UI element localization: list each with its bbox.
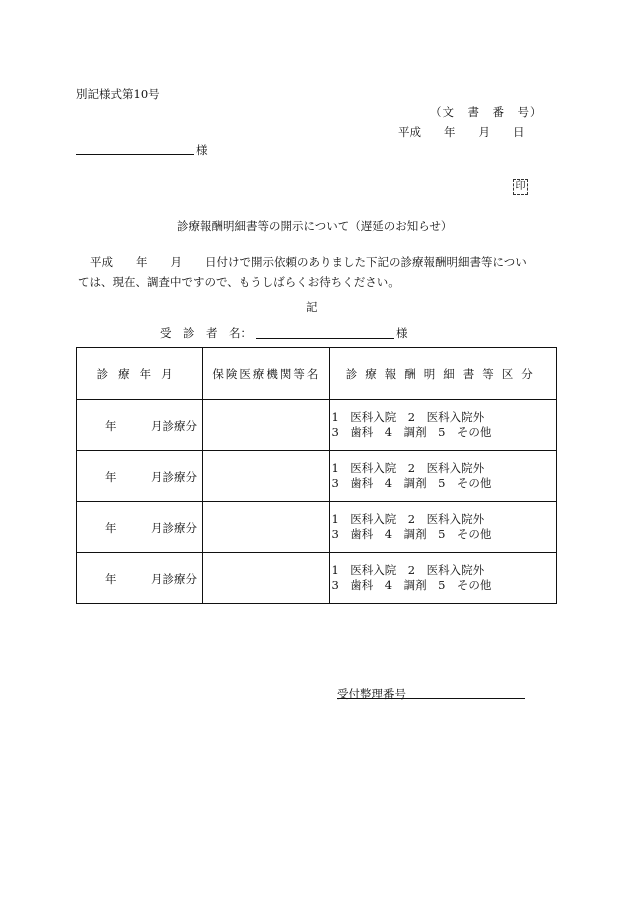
- addressee-blank[interactable]: [76, 142, 194, 155]
- table-header-row: [77, 348, 557, 400]
- month-label: 月診療分: [151, 470, 197, 484]
- category-cell: [330, 400, 557, 451]
- institution-name-cell[interactable]: [203, 553, 330, 604]
- month-label: 月診療分: [151, 521, 197, 535]
- treatment-period-cell[interactable]: [77, 400, 203, 451]
- treatment-period-cell[interactable]: [77, 502, 203, 553]
- year-label: 年: [105, 470, 117, 484]
- header-treatment-period: 診療年月: [77, 348, 203, 400]
- category-line-1: 1 医科入院 2 医科入院外: [331, 410, 485, 424]
- date-line: 平成 年 月 日: [398, 125, 525, 139]
- document-title: 診療報酬明細書等の開示について（遅延のお知らせ）: [177, 219, 453, 233]
- category-cell: [330, 553, 557, 604]
- table-row: [77, 553, 557, 604]
- category-cell: [330, 502, 557, 553]
- category-line-1: 1 医科入院 2 医科入院外: [331, 461, 485, 475]
- table-row: [77, 502, 557, 553]
- ki-heading: 記: [306, 300, 318, 314]
- receipt-number-blank[interactable]: [337, 686, 525, 699]
- patient-name-label: 受 診 者 名：: [160, 326, 252, 340]
- category-cell: [330, 451, 557, 502]
- institution-name-cell[interactable]: [203, 502, 330, 553]
- table-row: [77, 400, 557, 451]
- institution-name-cell[interactable]: [203, 400, 330, 451]
- category-line-1: 1 医科入院 2 医科入院外: [331, 563, 485, 577]
- category-line-2: 3 歯科 4 調剤 5 その他: [331, 476, 492, 490]
- category-line-2: 3 歯科 4 調剤 5 その他: [331, 425, 492, 439]
- category-line-2: 3 歯科 4 調剤 5 その他: [331, 578, 492, 592]
- month-label: 月診療分: [151, 572, 197, 586]
- month-label: 月診療分: [151, 419, 197, 433]
- body-text-line-2: ては、現在、調査中ですので、もうしばらくお待ちください。: [78, 275, 400, 289]
- table-row: [77, 451, 557, 502]
- header-statement-category: 診療報酬明細書等区分: [330, 348, 557, 400]
- receipt-number-label: 受付整理番号: [337, 687, 406, 701]
- year-label: 年: [105, 419, 117, 433]
- patient-name-blank[interactable]: [256, 325, 394, 339]
- form-number: 別記様式第10号: [76, 87, 160, 101]
- document-number-label: （文 書 番 号）: [430, 105, 543, 119]
- treatment-period-cell[interactable]: [77, 451, 203, 502]
- treatment-period-cell[interactable]: [77, 553, 203, 604]
- year-label: 年: [105, 521, 117, 535]
- category-line-2: 3 歯科 4 調剤 5 その他: [331, 527, 492, 541]
- details-table: [76, 347, 557, 604]
- category-line-1: 1 医科入院 2 医科入院外: [331, 512, 485, 526]
- header-institution-name: 保険医療機関等名: [203, 348, 330, 400]
- patient-name-suffix: 様: [396, 326, 408, 340]
- institution-name-cell[interactable]: [203, 451, 330, 502]
- addressee-suffix: 様: [196, 143, 208, 157]
- year-label: 年: [105, 572, 117, 586]
- body-text-line-1: 平成 年 月 日付けで開示依頼のありました下記の診療報酬明細書等につい: [90, 255, 527, 269]
- seal-mark: 印: [513, 179, 528, 195]
